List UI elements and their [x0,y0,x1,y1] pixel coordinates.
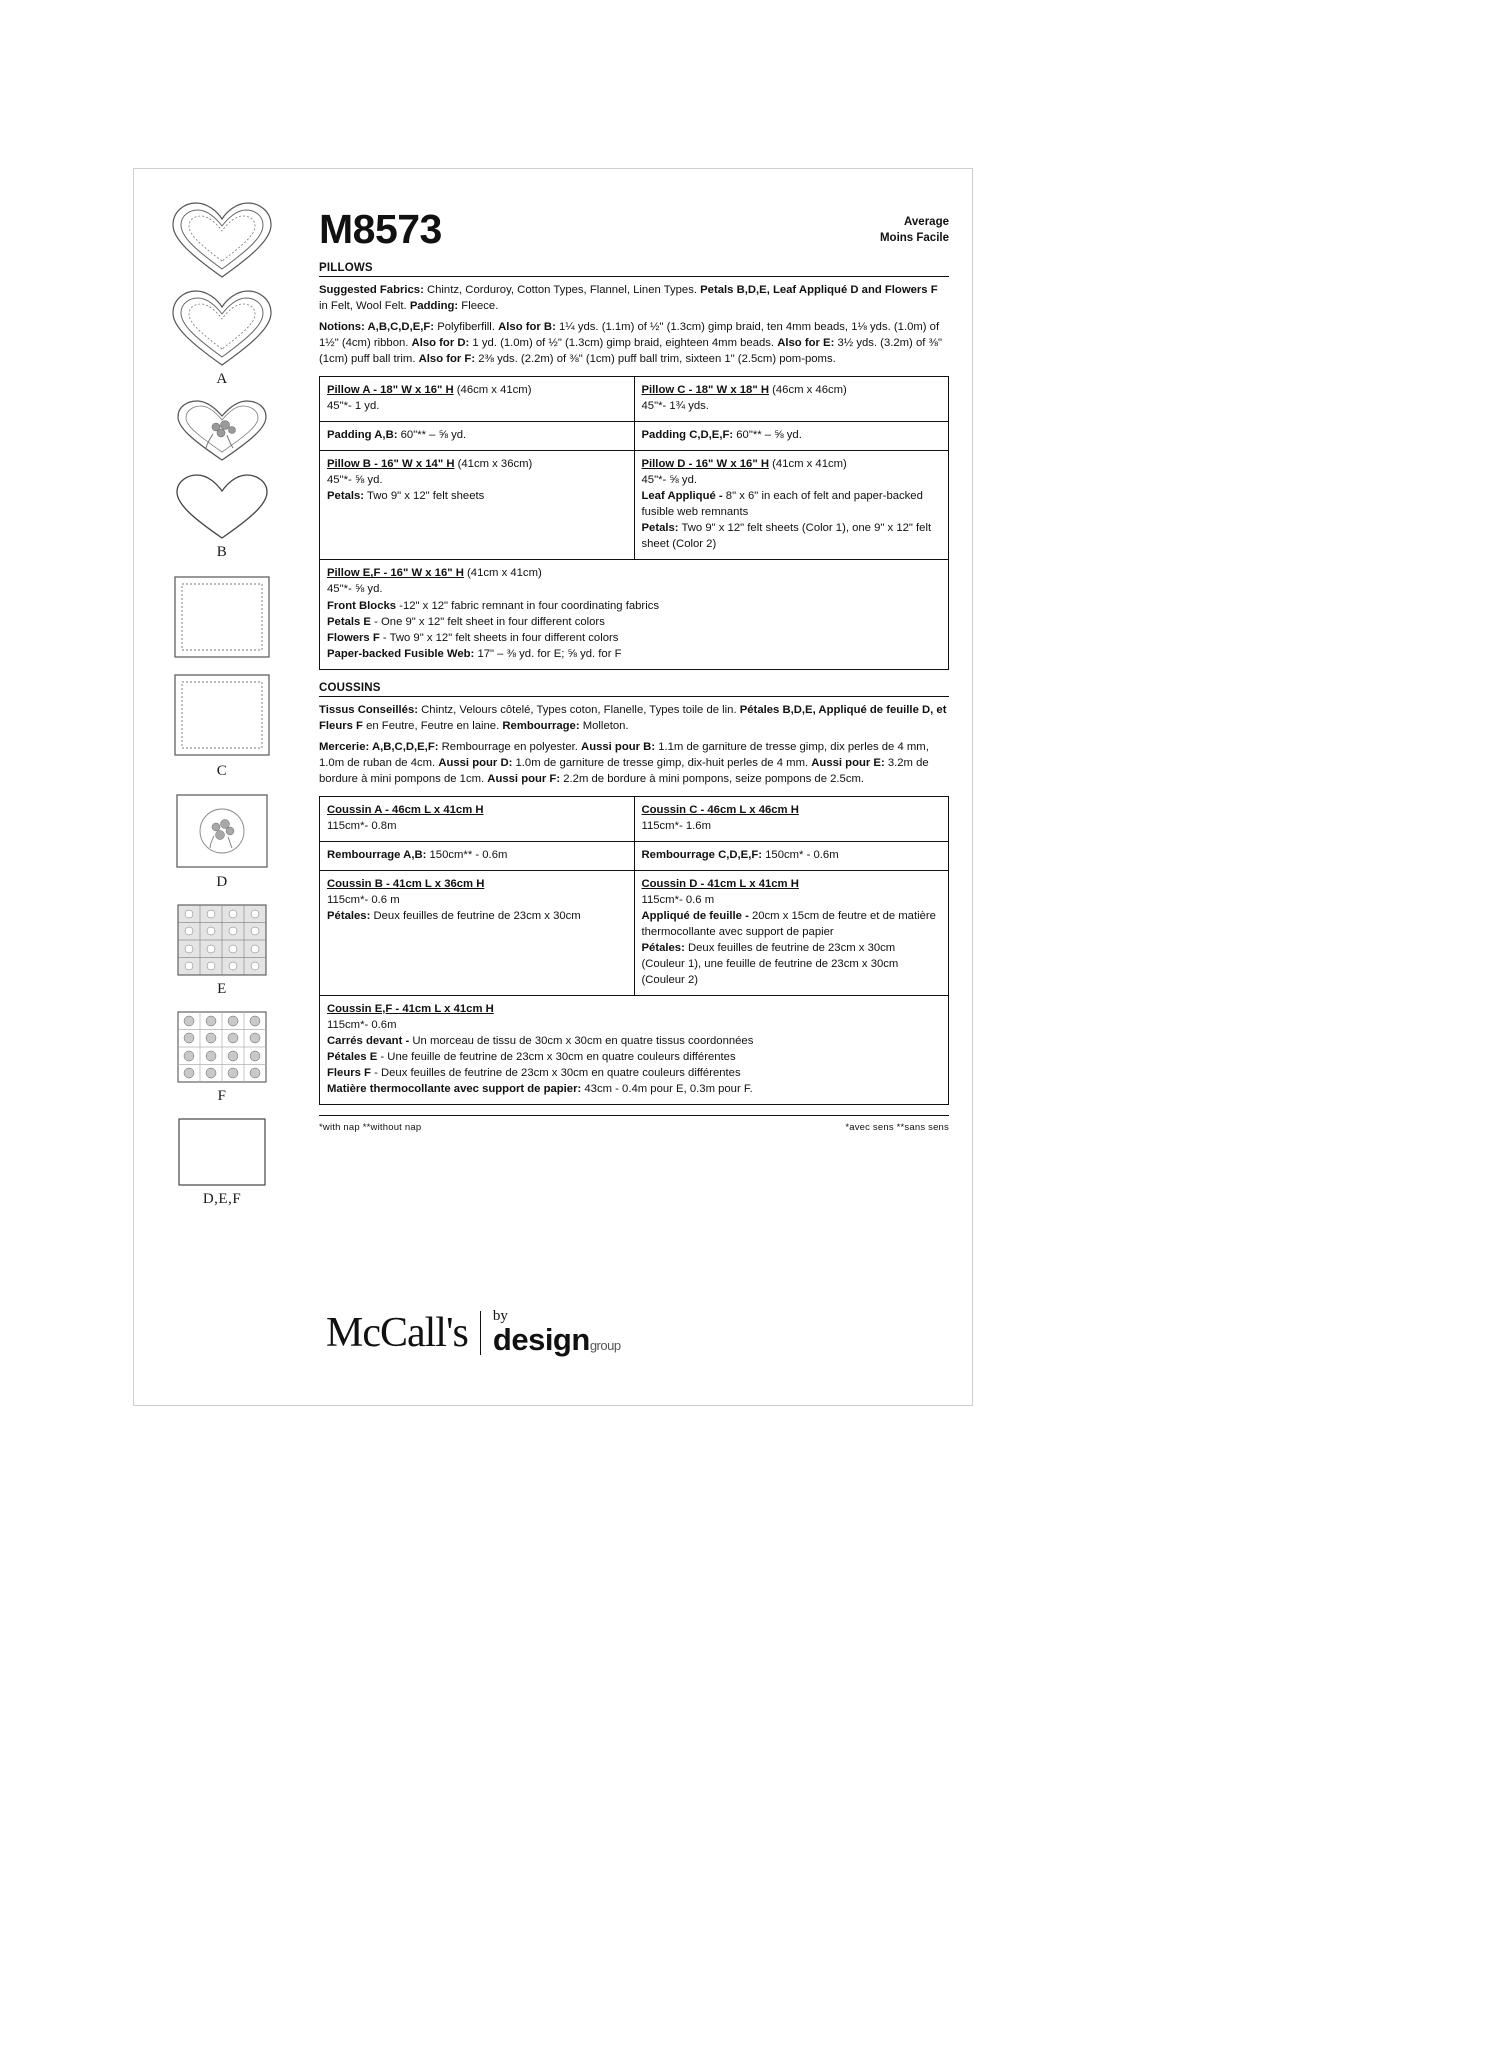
pillow-a-title: Pillow A - 18" W x 16" H [327,384,454,397]
padding-label-en: Padding: [409,300,459,313]
notions-d-label-fr: Aussi pour D: [438,756,513,769]
difficulty-badge [880,209,949,246]
heart-outline-ruffled-icon [163,287,281,369]
coussin-d-leaf-text: 20cm x 15cm de feutre et de matière thermocollante avec support de papier [641,909,936,938]
notions-d-text-en: 1 yd. (1.0m) of ½" (1.3cm) gimp braid, eighteen 4mm beads. [469,337,778,350]
notions-text-fr: Rembourrage en polyester. [438,740,582,753]
notions-d-text-fr: 1.0m de garniture de tresse gimp, dix-huit perles de 4 mm. [512,756,812,769]
pillow-d-petals-text: Two 9" x 12" felt sheets (Color 1), one 9" x 12" felt sheet (Color 2) [641,522,932,551]
view-group-b [163,398,281,567]
notions-en [319,319,949,367]
suggested-fabrics-fr [319,702,949,734]
square-grid-petals-icon [174,901,270,979]
square-plain-icon [174,1115,270,1189]
petals-e-label: Petals E [327,615,371,628]
coussin-d-petals-text: Deux feuilles de feutrine de 23cm x 30cm (Couleur 1), une feuille de feutrine de 23cm x 30cm (Couleur 2) [641,942,899,987]
pillow-ef-title: Pillow E,F - 16" W x 16" H [327,567,464,580]
heart-outline-ruffled-icon [163,199,281,281]
suggested-fabrics-bold2: Petals B,D,E, Leaf Appliqué D and Flowers F [700,284,938,296]
petales-e-text: - Une feuille de feutrine de 23cm x 30cm en quatre couleurs différentes [377,1051,736,1064]
notions-b-label-en: Also for B: [498,321,556,334]
view-label-a: A [216,371,228,387]
fusible-web-text: 17" – ⅜ yd. for E; ⅝ yd. for F [474,647,622,660]
fabrics-text-fr: Chintz, Velours côtelé, Types coton, Flanelle, Types toile de lin. [418,703,740,716]
coussin-ef-title: Coussin E,F - 41cm L x 41cm H [327,1003,494,1016]
pillow-ef-dim: (41cm x 41cm) [463,567,542,580]
padding-ab-text: 60"** – ⅝ yd. [397,429,467,442]
pattern-envelope-back [133,168,973,1406]
notions-b-text-en: 1¼ yds. (1.1m) of ½" (1.3cm) gimp braid, ten 4mm beads, 1⅛ yds. (1.0m) of 1½" (4cm) ribbon. [319,321,940,350]
notions-text-en: Polyfiberfill. [434,321,499,334]
cell-pillow-a [320,377,635,422]
page-title: M8573 [319,206,442,252]
suggested-fabrics-en [319,282,949,314]
rembourrage-cdef-label: Rembourrage C,D,E,F: [641,848,763,861]
flowers-f-label: Flowers F [327,631,380,644]
notions-label-en: Notions: A,B,C,D,E,F: [319,321,435,334]
coussin-b-yardage: 115cm*- 0.6 m [327,893,400,906]
cell-rembourrage-cdef [634,841,949,870]
coussin-c-yardage: 115cm*- 1.6m [641,819,711,832]
cell-coussin-c [634,796,949,841]
cell-pillow-c [634,377,949,422]
padding-cdef-label: Padding C,D,E,F: [641,429,734,442]
cell-pillow-b [320,451,635,560]
table-row [320,422,949,451]
logo-group-word: group [589,1338,621,1354]
view-group-def [174,1115,270,1214]
pillow-d-yardage: 45"*- ⅝ yd. [641,474,698,487]
coussin-d-yardage: 115cm*- 0.6 m [641,893,715,906]
footnote-fr: *avec sens **sans sens [845,1122,949,1134]
difficulty-fr: Moins Facile [879,231,949,244]
cell-rembourrage-ab [320,841,635,870]
heart-flower-applique-icon [163,398,281,464]
notions-fr [319,739,949,787]
coussin-a-yardage: 115cm*- 0.8m [327,819,397,832]
suggested-fabrics-text2: in Felt, Wool Felt. [319,300,410,313]
section-title-pillows: PILLOWS [319,262,949,277]
front-blocks-label: Front Blocks [327,599,397,612]
table-row [320,870,949,995]
fabrics-text2-fr: en Feutre, Feutre en laine. [362,719,503,732]
square-ruffled-icon [169,669,275,761]
view-label-c: C [216,763,228,779]
table-row [320,841,949,870]
pillow-c-yardage: 45"*- 1¾ yds. [641,400,709,413]
coussin-b-title: Coussin B - 41cm L x 36cm H [327,877,485,890]
footnotes [319,1115,949,1133]
fabrics-bold2-fr: Pétales B,D,E, Appliqué de feuille D, et Fleurs F [319,703,947,732]
padding-text-en: Fleece. [458,300,499,313]
rembourrage-cdef-text: 150cm* - 0.6m [762,848,839,861]
notions-e-text-en: 3½ yds. (3.2m) of ⅜" (1cm) puff ball trim. [319,337,942,366]
table-row [320,377,949,422]
carres-devant-text: Un morceau de tissu de 30cm x 30cm en quatre tissus coordonnées [409,1035,754,1048]
view-group-d [172,790,272,897]
cell-coussin-b [320,870,635,995]
pillow-b-petals-text: Two 9" x 12" felt sheets [364,490,485,503]
notions-f-label-en: Also for F: [418,353,476,366]
footnote-en: *with nap **without nap [319,1122,422,1134]
pillow-c-dim: (46cm x 46cm) [768,384,847,397]
table-row [320,451,949,560]
view-group-f [174,1008,270,1111]
padding-text-fr: Molleton. [579,719,629,732]
petales-e-label: Pétales E [327,1051,378,1064]
rembourrage-ab-text: 150cm** - 0.6m [426,848,508,861]
difficulty-en: Average [904,216,949,228]
logo-divider [480,1311,481,1355]
view-label-f: F [217,1088,227,1104]
notions-label-fr: Mercerie: A,B,C,D,E,F: [319,740,439,753]
view-group-c [169,571,275,786]
view-label-d: D [216,874,228,890]
cell-pillow-d [634,451,949,560]
pillow-b-petals-label: Petals: [327,490,365,503]
notions-b-text-fr: 1.1m de garniture de tresse gimp, dix perles de 4 mm, 1.0m de ruban de 4cm. [319,740,929,769]
padding-label-fr: Rembourrage: [502,719,580,732]
table-row [320,560,949,669]
square-ruffled-icon [169,571,275,663]
brand-logo [326,1309,621,1357]
carres-devant-label: Carrés devant - [327,1035,410,1048]
logo-mccalls: McCall's [326,1309,468,1356]
pillow-c-title: Pillow C - 18" W x 18" H [641,384,769,397]
section-title-coussins: COUSSINS [319,682,949,697]
petals-e-text: - One 9" x 12" felt sheet in four different colors [370,615,605,628]
square-grid-flowers-icon [174,1008,270,1086]
rembourrage-ab-label: Rembourrage A,B: [327,848,427,861]
notions-f-text-en: 2⅜ yds. (2.2m) of ⅜" (1cm) puff ball trim, sixteen 1" (2.5cm) pom-poms. [475,353,836,366]
pillow-d-leaf-text: 8" x 6" in each of felt and paper-backed fusible web remnants [641,490,923,519]
view-label-b: B [216,544,228,560]
pillow-ef-yardage: 45"*- ⅝ yd. [327,583,383,596]
cell-coussin-d [634,870,949,995]
coussin-d-leaf-label: Appliqué de feuille - [641,909,749,922]
cell-pillow-ef [320,560,949,669]
fleurs-f-label: Fleurs F [327,1067,371,1080]
padding-ab-label: Padding A,B: [327,429,398,442]
cell-padding-ab [320,422,635,451]
coussin-d-petals-label: Pétales: [641,942,685,954]
notions-e-label-en: Also for E: [777,337,835,350]
coussin-ef-yardage: 115cm*- 0.6m [327,1019,397,1032]
view-label-def: D,E,F [202,1191,242,1207]
coussin-a-title: Coussin A - 46cm L x 41cm H [327,803,484,816]
yardage-table-fr [319,796,949,1106]
pillow-b-title: Pillow B - 16" W x 14" H [327,458,455,471]
illustration-column [142,199,302,1218]
padding-cdef-text: 60"** – ⅝ yd. [733,429,802,442]
logo-design-word: design [492,1322,590,1358]
fusible-web-label: Paper-backed Fusible Web: [327,647,475,660]
coussin-d-title: Coussin D - 41cm L x 41cm H [641,877,799,890]
thermocollante-label: Matière thermocollante avec support de papier: [327,1083,582,1096]
cell-coussin-a [320,796,635,841]
pillow-b-yardage: 45"*- ⅝ yd. [327,474,383,487]
notions-f-text-fr: 2.2m de bordure à mini pompons, seize pompons de 2.5cm. [560,772,865,785]
logo-by: by [492,1307,508,1324]
pillow-d-dim: (41cm x 41cm) [768,458,847,471]
fleurs-f-text: - Deux feuilles de feutrine de 23cm x 30cm en quatre couleurs différentes [370,1067,741,1080]
pillow-d-leaf-label: Leaf Appliqué - [641,490,723,503]
pillow-b-dim: (41cm x 36cm) [454,458,533,471]
thermocollante-text: 43cm - 0.4m pour E, 0.3m pour F. [581,1083,753,1096]
cell-coussin-ef [320,996,949,1105]
coussin-b-petals-text: Deux feuilles de feutrine de 23cm x 30cm [370,909,581,922]
logo-design [493,1324,621,1357]
notions-f-label-fr: Aussi pour F: [487,772,561,785]
logo-by-design-group [493,1309,621,1357]
notions-e-label-fr: Aussi pour E: [811,756,885,769]
view-label-e: E [217,981,227,997]
heart-plain-icon [163,472,281,542]
coussin-c-title: Coussin C - 46cm L x 46cm H [641,803,799,816]
notions-d-label-en: Also for D: [411,337,470,350]
yardage-table-en [319,376,949,669]
pillow-a-dim: (46cm x 41cm) [453,384,532,397]
pillow-d-title: Pillow D - 16" W x 16" H [641,458,769,471]
suggested-fabrics-label: Suggested Fabrics: [319,284,424,296]
pillow-d-petals-label: Petals: [641,522,679,535]
notions-e-text-fr: 3.2m de bordure à mini pompons de 1cm. [319,756,929,785]
front-blocks-text: -12" x 12" fabric remnant in four coordinating fabrics [396,599,660,612]
notions-b-label-fr: Aussi pour B: [581,740,656,753]
view-group-e [174,901,270,1004]
table-row [320,796,949,841]
cell-padding-cdef [634,422,949,451]
view-group-a [163,199,281,394]
pattern-details [319,206,949,1134]
flowers-f-text: - Two 9" x 12" felt sheets in four different colors [379,631,619,644]
suggested-fabrics-text: Chintz, Corduroy, Cotton Types, Flannel, Linen Types. [423,284,701,296]
coussin-b-petals-label: Pétales: [327,909,371,922]
header-row [319,206,949,252]
fabrics-label-fr: Tissus Conseillés: [319,703,418,716]
square-floral-medallion-icon [172,790,272,872]
table-row [320,996,949,1105]
pillow-a-yardage: 45"*- 1 yd. [327,400,380,413]
